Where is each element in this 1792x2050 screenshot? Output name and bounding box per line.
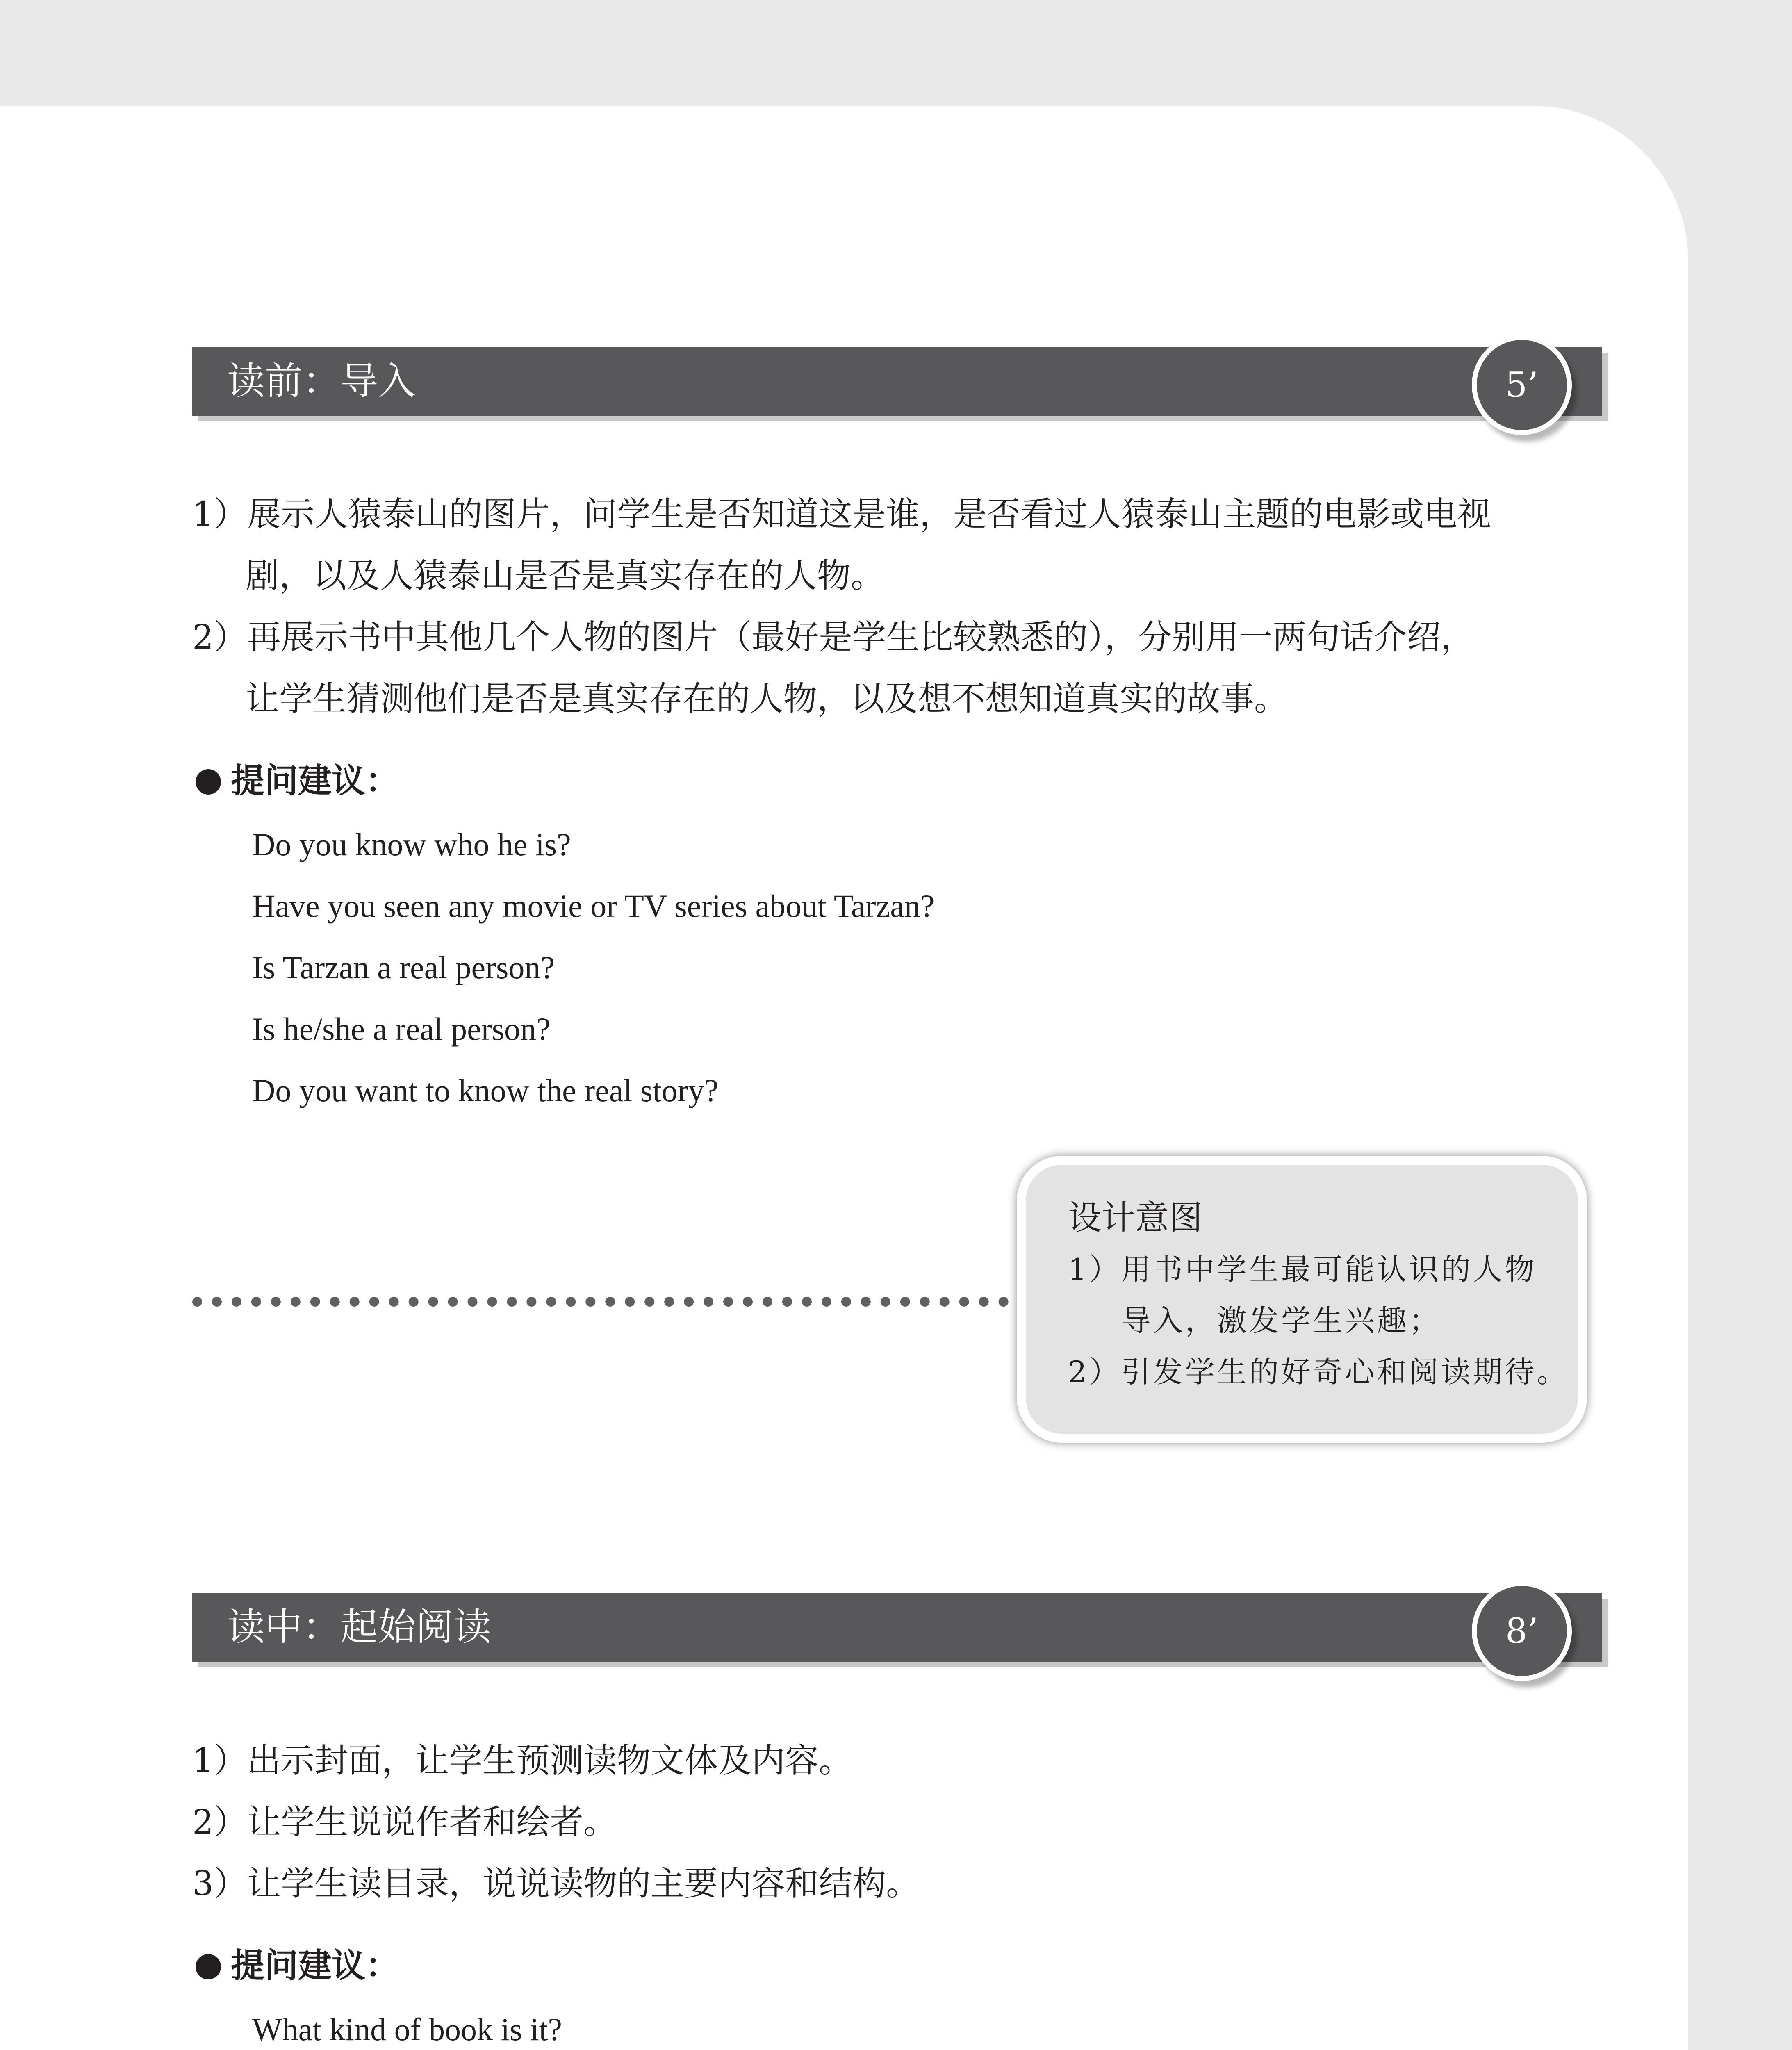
step-line: 2）再展示书中其他几个人物的图片（最好是学生比较熟悉的），分别用一两句话介绍， [192, 618, 1475, 657]
step-line: 1）展示人猿泰山的图片，问学生是否知道这是谁，是否看过人猿泰山主题的电影或电视 [192, 495, 1491, 534]
questions-heading [196, 1945, 399, 1986]
question-line: Is Tarzan a real person? [252, 950, 555, 985]
bullet-dot-icon [196, 769, 221, 795]
design-intent-box [1017, 1156, 1587, 1443]
step-line: 剧，以及人猿泰山是否是真实存在的人物。 [246, 556, 885, 595]
step-line: 1）出示封面，让学生预测读物文体及内容。 [192, 1741, 853, 1780]
question-line: What kind of book is it? [252, 2011, 562, 2047]
question-line: Have you seen any movie or TV series about Tarzan? [252, 888, 935, 924]
question-line: Do you want to know the real story? [252, 1073, 719, 1108]
step-line: 让学生猜测他们是否是真实存在的人物，以及想不想知道真实的故事。 [246, 679, 1288, 718]
time-badge: 5’ [1472, 335, 1572, 435]
step-line: 2）让学生说说作者和绘者。 [192, 1803, 617, 1842]
question-line: Do you know who he is? [252, 827, 571, 862]
design-intent-title: 设计意图 [1068, 1198, 1203, 1237]
questions-heading [196, 761, 399, 802]
questions-heading-label: 提问建议： [231, 761, 399, 800]
design-intent-line: 导入，激发学生兴趣； [1121, 1303, 1441, 1338]
questions-heading-label: 提问建议： [231, 1946, 399, 1985]
question-line: Is he/she a real person? [252, 1011, 551, 1047]
section-title: 读前：导入 [227, 359, 416, 403]
section-header-pre-reading [192, 347, 1602, 416]
step-line: 3）让学生读目录，说说读物的主要内容和结构。 [192, 1864, 920, 1903]
design-intent-line: 1）用书中学生最可能认识的人物 [1068, 1252, 1537, 1287]
time-badge: 8’ [1472, 1581, 1572, 1681]
section-title: 读中：起始阅读 [227, 1605, 492, 1649]
dotted-divider [192, 1297, 1009, 1307]
design-intent-line: 2）引发学生的好奇心和阅读期待。 [1068, 1355, 1569, 1389]
section-header-while-reading [192, 1593, 1602, 1662]
bullet-dot-icon [196, 1954, 221, 1979]
